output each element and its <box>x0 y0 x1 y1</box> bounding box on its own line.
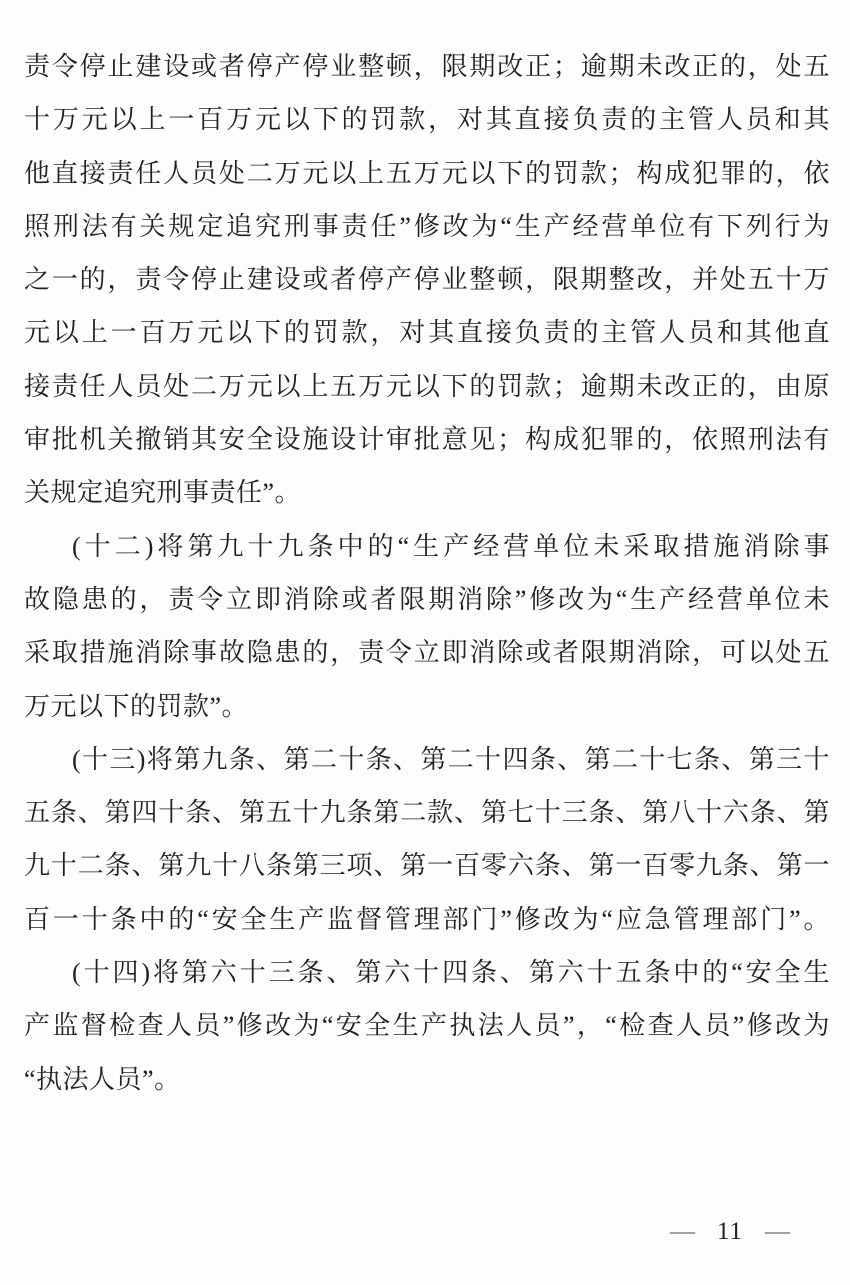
legal-text-block <box>24 40 830 1106</box>
text-line: 审批机关撤销其安全设施设计审批意见；构成犯罪的，依照刑法有 <box>24 425 830 455</box>
text-line: 九十二条、第九十八条第三项、第一百零六条、第一百零九条、第一 <box>24 851 830 881</box>
page-number-dash-left: — <box>670 1220 695 1244</box>
text-line: 关规定追究刑事责任”。 <box>24 478 302 508</box>
paragraph-item-12 <box>24 520 830 733</box>
text-line: 接责任人员处二万元以上五万元以下的罚款；逾期未改正的，由原 <box>24 371 830 401</box>
paragraph-item-14 <box>24 946 830 1106</box>
text-line: (十四)将第六十三条、第六十四条、第六十五条中的“安全生 <box>72 958 830 988</box>
text-line: 元以上一百万元以下的罚款，对其直接负责的主管人员和其他直 <box>24 318 830 348</box>
text-line: “执法人员”。 <box>24 1064 181 1094</box>
text-line: 产监督检查人员”修改为“安全生产执法人员”，“检查人员”修改为 <box>24 1011 830 1041</box>
text-line: 十万元以上一百万元以下的罚款，对其直接负责的主管人员和其 <box>24 105 830 135</box>
page-number-value: 11 <box>716 1218 744 1245</box>
paragraph-continuation <box>24 40 830 520</box>
text-line: 他直接责任人员处二万元以上五万元以下的罚款；构成犯罪的，依 <box>24 158 830 188</box>
text-line: 五条、第四十条、第五十九条第二款、第七十三条、第八十六条、第 <box>24 798 830 828</box>
paragraph-item-13 <box>24 733 830 946</box>
text-line: 责令停止建设或者停产停业整顿，限期改正；逾期未改正的，处五 <box>24 52 830 81</box>
text-line: 万元以下的罚款”。 <box>24 691 249 721</box>
text-line: 照刑法有关规定追究刑事责任”修改为“生产经营单位有下列行为 <box>24 211 830 241</box>
text-line: (十二)将第九十九条中的“生产经营单位未采取措施消除事 <box>72 531 830 561</box>
text-line: 之一的，责令停止建设或者停产停业整顿，限期整改，并处五十万 <box>24 265 830 295</box>
page-number <box>670 1209 790 1255</box>
text-line: 故隐患的，责令立即消除或者限期消除”修改为“生产经营单位未 <box>24 584 830 614</box>
page-number-dash-right: — <box>764 1220 790 1244</box>
text-line: 采取措施消除事故隐患的，责令立即消除或者限期消除，可以处五 <box>24 638 830 668</box>
text-line: (十三)将第九条、第二十条、第二十四条、第二十七条、第三十 <box>72 744 830 774</box>
text-line: 百一十条中的“安全生产监督管理部门”修改为“应急管理部门”。 <box>24 904 830 934</box>
